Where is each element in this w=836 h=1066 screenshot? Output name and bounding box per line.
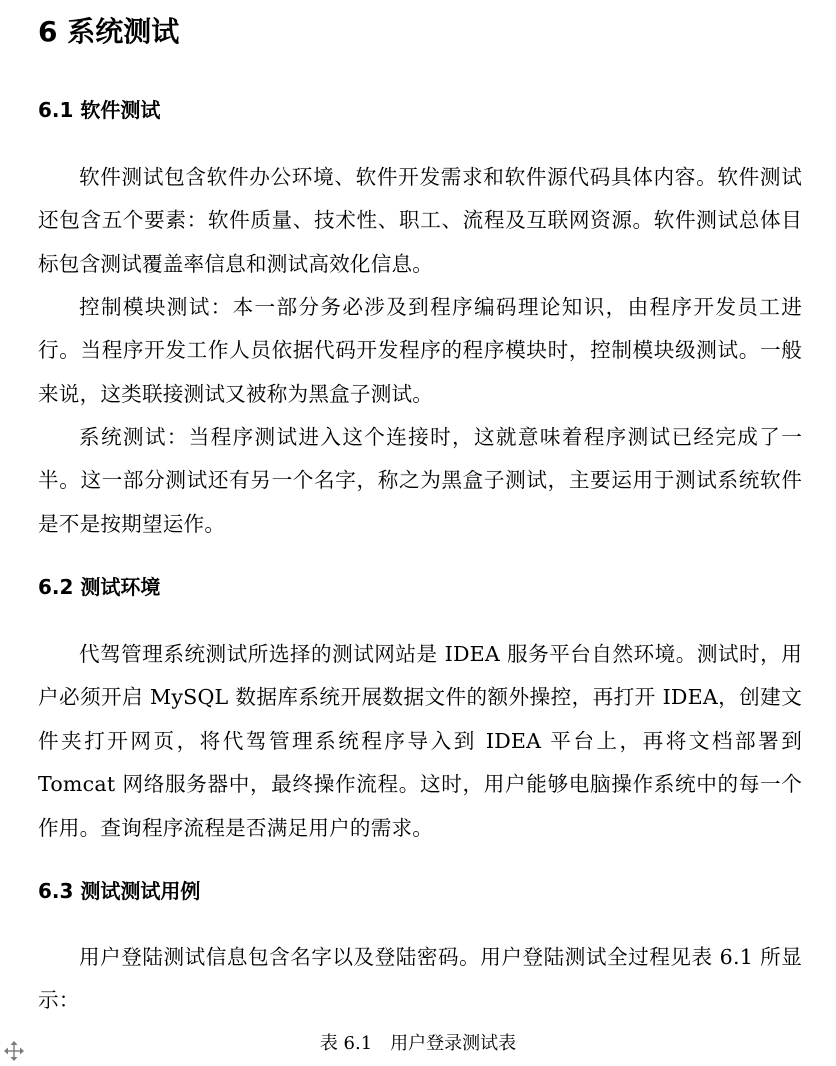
table-caption: 表 6.1 用户登录测试表 (319, 1033, 517, 1054)
paragraph-test-environment: 代驾管理系统测试所选择的测试网站是 IDEA 服务平台自然环境。测试时，用户必须开启 MySQL 数据库系统开展数据文件的额外操控，再打开 IDEA，创建文件夹打开网页，将代驾管理系统程序导入到 IDEA 平台上，再将文档部署到 Tomcat 网络服务器中，最终操作流程。这时，用户能够电脑操作系统中的每一个作用。查询程序流程是否满足用户的需求。 (38, 642, 802, 840)
section-title-6-1: 6.1 软件测试 (38, 98, 161, 122)
paragraph-module-testing: 控制模块测试：本一部分务必涉及到程序编码理论知识，由程序开发员工进行。当程序开发工作人员依据代码开发程序的程序模块时，控制模块级测试。一般来说，这类联接测试又被称为黑盒子测试。 (38, 295, 802, 406)
paragraph-software-testing-intro: 软件测试包含软件办公环境、软件开发需求和软件源代码具体内容。软件测试还包含五个要素：软件质量、技术性、职工、流程及互联网资源。软件测试总体目标包含测试覆盖率信息和测试高效化信息。 (38, 165, 802, 276)
section-title-6-2: 6.2 测试环境 (38, 575, 161, 599)
paragraph-system-testing: 系统测试：当程序测试进入这个连接时，这就意味着程序测试已经完成了一半。这一部分测试还有另一个名字，称之为黑盒子测试，主要运用于测试系统软件是不是按期望运作。 (38, 425, 802, 536)
move-arrows-icon[interactable] (3, 1040, 25, 1062)
chapter-title: 6 系统测试 (38, 15, 180, 48)
paragraph-test-cases: 用户登陆测试信息包含名字以及登陆密码。用户登陆测试全过程见表 6.1 所显示： (38, 945, 802, 1013)
section-title-6-3: 6.3 测试测试用例 (38, 879, 201, 903)
